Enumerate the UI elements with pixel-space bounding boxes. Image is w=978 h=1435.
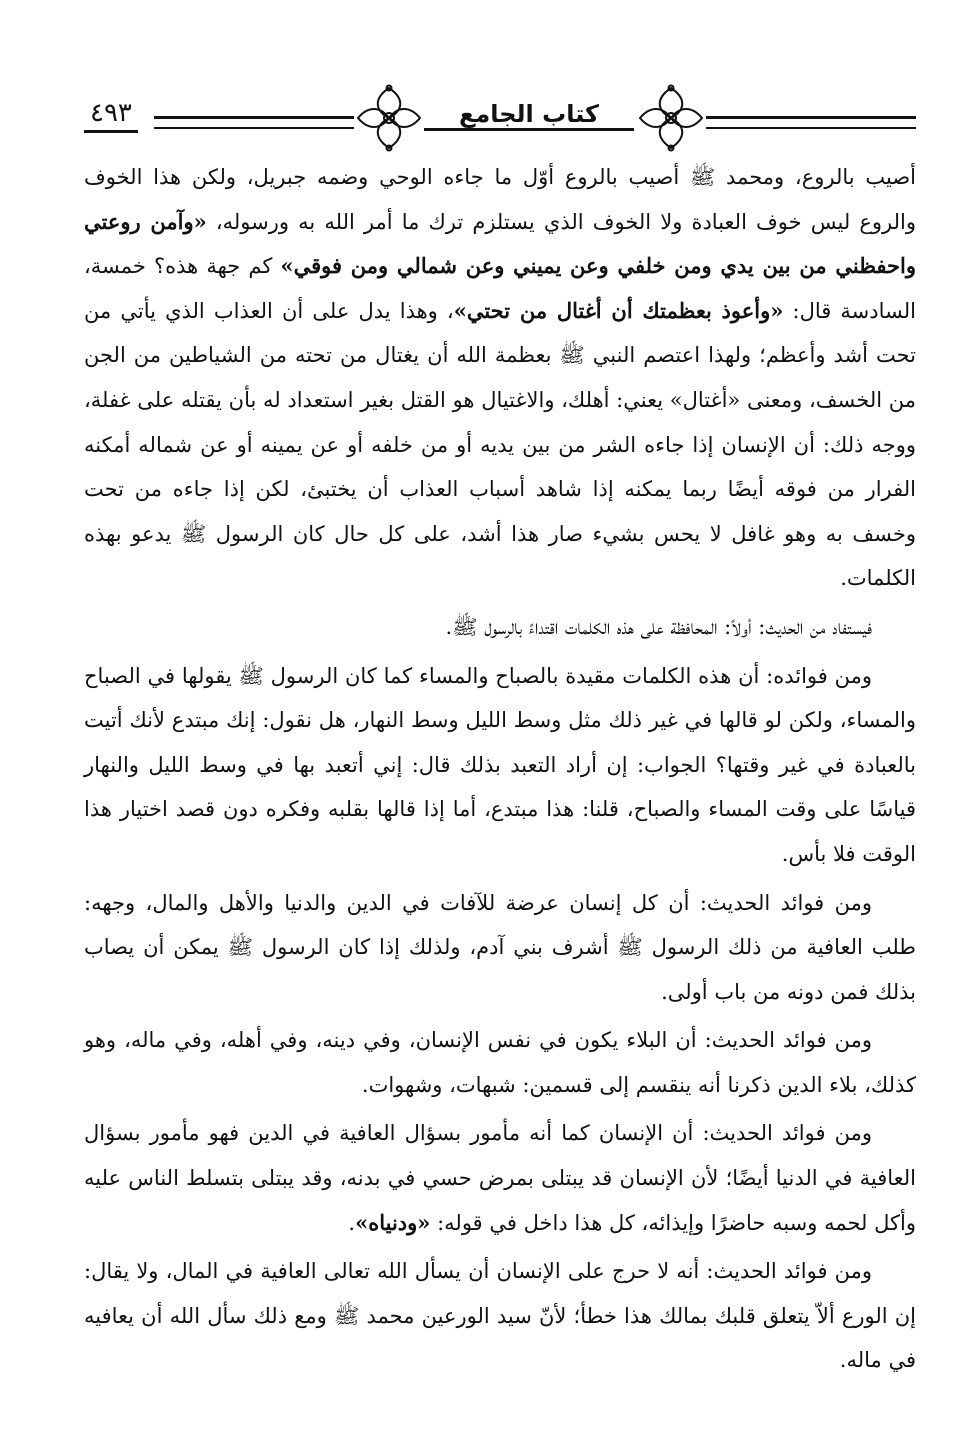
paragraph-5 — [84, 1018, 916, 1107]
hadith-quote: «ودنياه» — [355, 1209, 431, 1235]
page-number: ٤٩٣ — [84, 98, 138, 133]
header-rule-left — [154, 116, 354, 129]
paragraph-1 — [84, 155, 916, 601]
paragraph-3 — [84, 654, 916, 877]
text-segment: ومن فوائد الحديث: أن كل إنسان عرضة للآفات في الدين والدنيا والأهل والمال، وجهه: طلب العافية من ذلك الرسول ﷺ أشرف بني آدم، ولذلك إذا كان الرسول ﷺ يمكن أن يصاب بذلك فمن دونه من باب أولى. — [84, 890, 916, 1004]
hadith-quote: «وأعوذ بعظمتك أن أغتال من تحتي» — [453, 297, 784, 323]
ornament-right-icon — [636, 84, 706, 152]
text-segment: كم جهة هذه؟ خمسة، السادسة قال: — [84, 254, 916, 323]
chapter-title: كتاب الجامع — [458, 100, 600, 128]
ornament-left-icon — [354, 84, 424, 152]
paragraph-7 — [84, 1249, 916, 1383]
paragraph-4 — [84, 881, 916, 1015]
text-segment: أصيب بالروع، ومحمد ﷺ أصيب بالروع أوّل ما جاءه الوحي وضمه جبريل، ولكن هذا الخوف والروع ليس خوف العبادة ولا الخوف الذي يستلزم ترك ما أمر الله به ورسوله، — [84, 165, 916, 234]
text-segment: ومن فوائد الحديث: أن البلاء يكون في نفس الإنسان، وفي دينه، وفي أهله، وفي ماله، وهو كذلك، بلاء الدين ذكرنا أنه ينقسم إلى قسمين: شبهات، وشهوات. — [84, 1028, 916, 1097]
page-header — [84, 72, 916, 152]
text-segment: فيستفاد من الحديث: أولاً: المحافظة على هذه الكلمات اقتداءً بالرسول ﷺ. — [445, 614, 872, 639]
text-segment: ومن فوائد الحديث: أنه لا حرج على الإنسان أن يسأل الله تعالى العافية في المال، ولا يقال: إن الورع ألاّ يتعلق قلبك بمالك هذا خطأ؛ لأنّ سيد الورعين محمد ﷺ ومع ذلك سأل الله أن يعافيه في ماله. — [84, 1259, 916, 1373]
text-segment: ومن فوائد الحديث: أن الإنسان كما أنه مأمور بسؤال العافية في الدين فهو مأمور بسؤال العافية في الدنيا أيضًا؛ لأن الإنسان قد يبتلى بمرض حسي في بدنه، وقد يبتلى بتسلط الناس عليه وأكل لحمه وسبه حاضرًا وإيذائه، كل هذا داخل في قوله: — [84, 1121, 916, 1235]
hadith-quote: «وآمن روعتي واحفظني من بين يدي ومن خلفي وعن يميني وعن شمالي ومن فوقي» — [84, 208, 917, 279]
text-segment: ، وهذا يدل على أن العذاب الذي يأتي من تحت أشد وأعظم؛ ولهذا اعتصم النبي ﷺ بعظمة الله أن يغتال من تحته من الشياطين من الجن من الخسف، ومعنى «أغتال» يعني: أهلك، والاغتيال هو القتل بغير استعداد له بأن يقتله على غفلة، ووجه ذلك: أن الإنسان إذا جاءه الشر من بين يديه أو من خلفه أو عن يمينه أو عن شماله أمكنه الفرار من فوقه أيضًا ربما يمكنه إذا شاهد أسباب العذاب أن يختبئ، لكن إذا جاءه من تحت وخسف به وهو غافل لا يحس بشيء صار هذا أشد، على كل حال كان الرسول ﷺ يدعو بهذه الكلمات. — [84, 298, 916, 591]
paragraph-2 — [84, 605, 916, 650]
page-body — [84, 155, 916, 1383]
text-segment: . — [348, 1210, 356, 1235]
paragraph-6 — [84, 1111, 916, 1245]
title-underline — [424, 128, 634, 131]
text-segment: ومن فوائده: أن هذه الكلمات مقيدة بالصباح والمساء كما كان الرسول ﷺ يقولها في الصباح والمساء، ولكن لو قالها في غير ذلك مثل وسط الليل وسط النهار، هل نقول: إنك مبتدع لأنك أتيت بالعبادة في غير وقتها؟ الجواب: إن أراد التعبد بذلك قال: إني أتعبد بها في وسط الليل والنهار قياسًا على وقت المساء والصباح، قلنا: هذا مبتدع، أما إذا قالها بقلبه وفكره دون قصد اختيار هذا الوقت فلا بأس. — [84, 663, 916, 866]
header-rule-right — [706, 116, 916, 129]
